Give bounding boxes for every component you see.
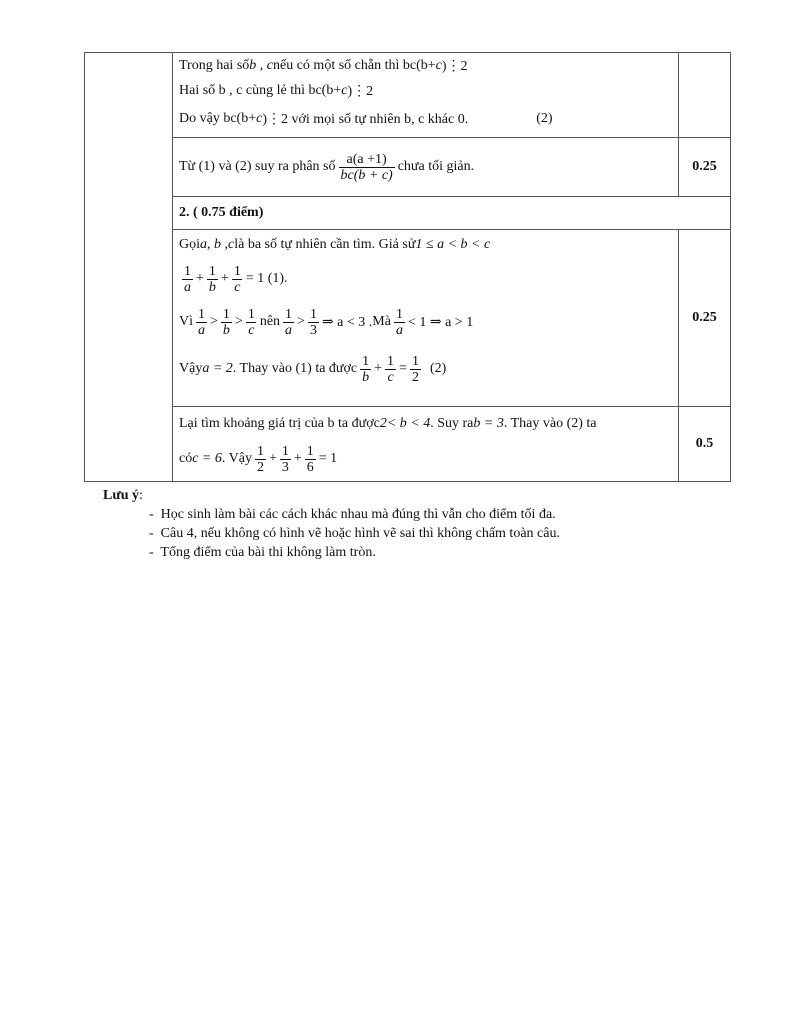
score-cell: 0.5 (679, 407, 731, 482)
inequality-line: Vì $\frac{1}{a}$ > $\frac{1}{b}$ > $\frac{1}{c}$ nên $\frac{1}{a}$ > $\frac{1}{3}$ ⇒ a < 3 . Mà $\frac{1}{a}$ < 1 ⇒ a > 1 (179, 306, 474, 338)
table-row (85, 230, 731, 407)
fraction-conclusion: Từ (1) và (2) suy ra phân số $\frac{a(a +1)}{bc(b + c)}$ chưa tối giản. (179, 151, 475, 183)
setup-line: Gọi a, b ,c là ba số tự nhiên cần tìm. Giả sử 1 ≤ a < b < c (179, 237, 491, 252)
solution-cell (173, 138, 679, 197)
notes-heading: Lưu ý: (103, 488, 143, 503)
substitution-line: Vậy a = 2 . Thay vào (1) ta được $\frac{1}{b}$ + $\frac{1}{c}$ = $\frac{1}{2}$ (2) (179, 353, 447, 385)
question-cell (85, 53, 173, 482)
list-item: - Học sinh làm bài các cách khác nhau mà đúng thì vẫn cho điểm tối đa. (149, 505, 560, 524)
fraction: $\frac{1}{6}$ (306, 443, 314, 475)
equation-1: $\frac{1}{a}$ + $\frac{1}{b}$ + $\frac{1}{c}$ = 1 (1). (184, 263, 288, 295)
score-cell: 0.25 (679, 230, 731, 407)
section-title: 2. ( 0.75 điểm) (173, 197, 731, 230)
fraction: $\frac{1}{a}$ (285, 306, 293, 338)
solution-cell (173, 230, 679, 407)
notes-section (103, 486, 560, 562)
score-cell: 0.25 (679, 138, 731, 197)
parity-line-2: Hai số b , c cùng lẻ thì bc(b+ c )⋮2 (179, 83, 374, 99)
table-row (85, 407, 731, 482)
fraction: $\frac{1}{a}$ (395, 306, 403, 338)
fraction: $\frac{1}{a}$ (198, 306, 205, 338)
fraction: $\frac{1}{c}$ (387, 353, 395, 385)
fraction: $\frac{1}{3}$ (281, 443, 289, 475)
table-row (85, 53, 731, 138)
parity-conclusion: Do vậy bc(b+ c )⋮2 với mọi số tự nhiên b, c khác 0. (2) (179, 111, 553, 127)
score-cell (679, 53, 731, 138)
fraction: $\frac{1}{2}$ (411, 353, 419, 385)
grading-table (84, 52, 731, 482)
answer-line: có c = 6 . Vậy $\frac{1}{2}$ + $\frac{1}{3}$ + $\frac{1}{6}$ = 1 (179, 443, 338, 475)
solution-cell (173, 53, 679, 138)
table-row (85, 138, 731, 197)
fraction: $\frac{1}{c}$ (233, 263, 241, 295)
fraction: $\frac{1}{2}$ (256, 443, 264, 475)
table-row (85, 197, 731, 230)
list-item: - Câu 4, nếu không có hình vẽ hoặc hình vẽ sai thì không chấm toàn câu. (149, 524, 560, 543)
fraction: $\frac{1}{b}$ (208, 263, 216, 295)
notes-list (103, 505, 560, 562)
list-item: - Tổng điểm của bài thi không làm tròn. (149, 543, 560, 562)
fraction: $\frac{1}{a}$ (184, 263, 191, 295)
fraction: $\frac{a(a +1)}{bc(b + c)}$ (340, 151, 393, 183)
solution-cell (173, 407, 679, 482)
fraction: $\frac{1}{b}$ (362, 353, 370, 385)
fraction: $\frac{1}{b}$ (222, 306, 230, 338)
fraction: $\frac{1}{3}$ (309, 306, 317, 338)
range-line: Lại tìm khoảng giá trị của b ta được 2< b < 4 . Suy ra b = 3 . Thay vào (2) ta (179, 416, 597, 431)
parity-line-1: Trong hai số b , c nếu có một số chẵn thì bc(b+ c )⋮2 (179, 58, 468, 74)
fraction: $\frac{1}{c}$ (247, 306, 255, 338)
